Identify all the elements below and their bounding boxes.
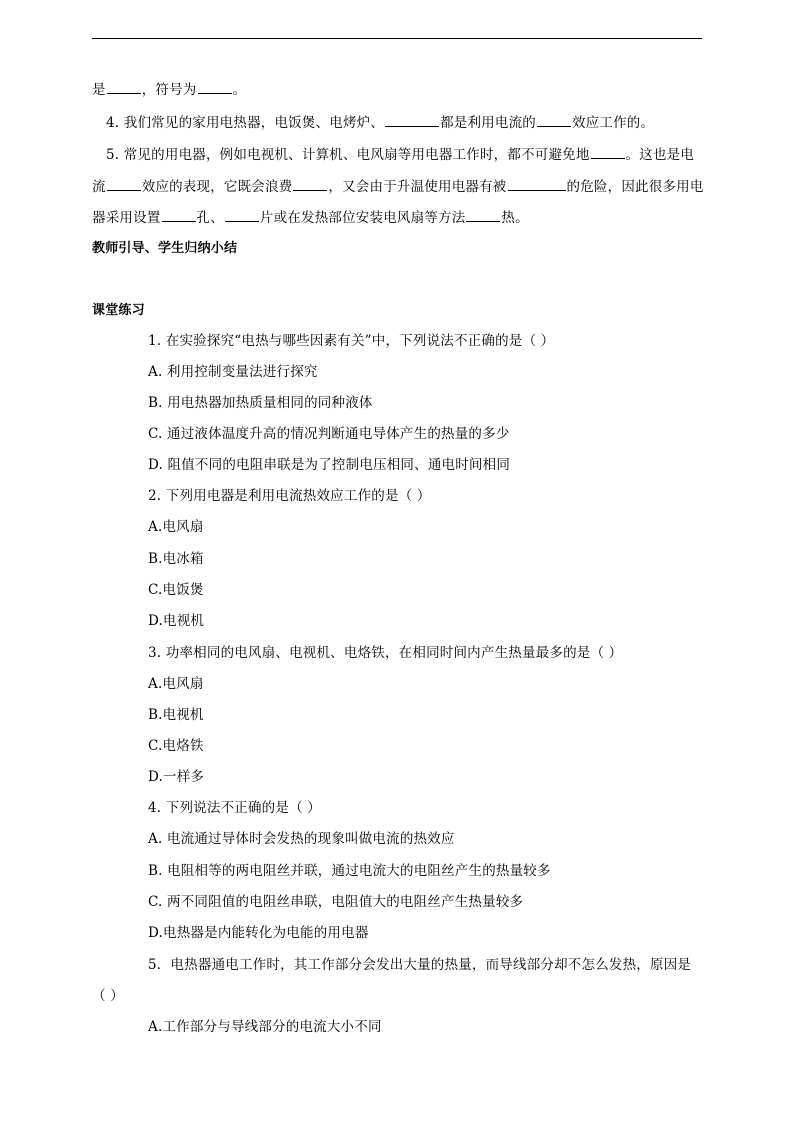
q4-option-d: D.电热器是内能转化为电能的用电器	[148, 925, 369, 941]
q3-option-c: C.电烙铁	[148, 738, 204, 754]
blank	[107, 80, 141, 94]
fill-line-5	[92, 208, 529, 227]
fill-line-3	[106, 145, 694, 164]
text: 器采用设置	[92, 210, 161, 226]
fill-line-1	[92, 80, 246, 99]
text: 都是利用电流的	[440, 115, 536, 131]
q2-option-d: D.电视机	[148, 613, 205, 629]
q3-stem: 3. 功率相同的电风扇、电视机、电烙铁，在相同时间内产生热量最多的是（ ）	[148, 645, 623, 661]
text: 孔、	[196, 210, 224, 226]
q1-option-d: D. 阻值不同的电阻串联是为了控制电压相同、通电时间相同	[148, 457, 511, 473]
text: 是	[92, 82, 106, 98]
blank	[591, 145, 625, 159]
q1-option-c: C. 通过液体温度升高的情况判断通电导体产生的热量的多少	[148, 426, 510, 442]
text: 效应工作的。	[571, 115, 655, 131]
text: 效应的表现，它既会浪费	[141, 179, 293, 195]
q4-option-a: A. 电流通过导体时会发热的现象叫做电流的热效应	[148, 831, 455, 847]
text: ，又会由于升温使用电器有被	[328, 179, 507, 195]
q2-option-c: C.电饭煲	[148, 582, 204, 598]
q5-stem-continuation: （ ）	[92, 988, 124, 1004]
text: ，符号为	[141, 82, 197, 98]
text: 。	[232, 82, 247, 98]
header-rule	[92, 38, 702, 39]
q3-option-b: B.电视机	[148, 707, 204, 723]
blank	[198, 80, 232, 94]
q3-option-a: A.电风扇	[148, 676, 204, 692]
text: 热。	[501, 210, 529, 226]
summary-heading: 教师引导、学生归纳小结	[92, 241, 238, 256]
text: 片或在发热部位安装电风扇等方法	[259, 210, 466, 226]
practice-heading: 课堂练习	[92, 303, 145, 318]
blank	[466, 208, 500, 222]
blank	[225, 208, 259, 222]
q1-option-b: B. 用电热器加热质量相同的同种液体	[148, 395, 373, 411]
fill-line-4	[92, 177, 704, 196]
text: 4. 我们常见的家用电热器，电饭煲、电烤炉、	[106, 115, 385, 131]
blank	[508, 177, 566, 191]
q3-option-d: D.一样多	[148, 769, 205, 785]
text: 流	[92, 179, 106, 195]
text: 的危险，因此很多用电	[566, 179, 704, 195]
text: 5. 常见的用电器，例如电视机、计算机、电风扇等用电器工作时，都不可避免地	[106, 147, 590, 163]
q2-option-a: A.电风扇	[148, 519, 204, 535]
q4-option-b: B. 电阻相等的两电阻丝并联，通过电流大的电阻丝产生的热量较多	[148, 863, 551, 879]
q4-stem: 4. 下列说法不正确的是（ ）	[148, 800, 321, 816]
q5-stem: 5．电热器通电工作时，其工作部分会发出大量的热量，而导线部分却不怎么发热，原因是	[148, 957, 692, 973]
blank	[162, 208, 196, 222]
text: 。这也是电	[625, 147, 695, 163]
q2-option-b: B.电冰箱	[148, 551, 204, 567]
blank	[293, 177, 327, 191]
q5-option-a: A.工作部分与导线部分的电流大小不同	[148, 1019, 382, 1035]
q1-stem: 1. 在实验探究“电热与哪些因素有关”中，下列说法不正确的是（ ）	[148, 333, 555, 349]
q4-option-c: C. 两不同阻值的电阻丝串联，电阻值大的电阻丝产生热量较多	[148, 894, 524, 910]
blank	[107, 177, 141, 191]
q1-option-a: A. 利用控制变量法进行探究	[148, 364, 318, 380]
blank	[385, 113, 439, 127]
q2-stem: 2. 下列用电器是利用电流热效应工作的是（ ）	[148, 488, 431, 504]
blank	[537, 113, 571, 127]
fill-line-2	[106, 113, 654, 132]
